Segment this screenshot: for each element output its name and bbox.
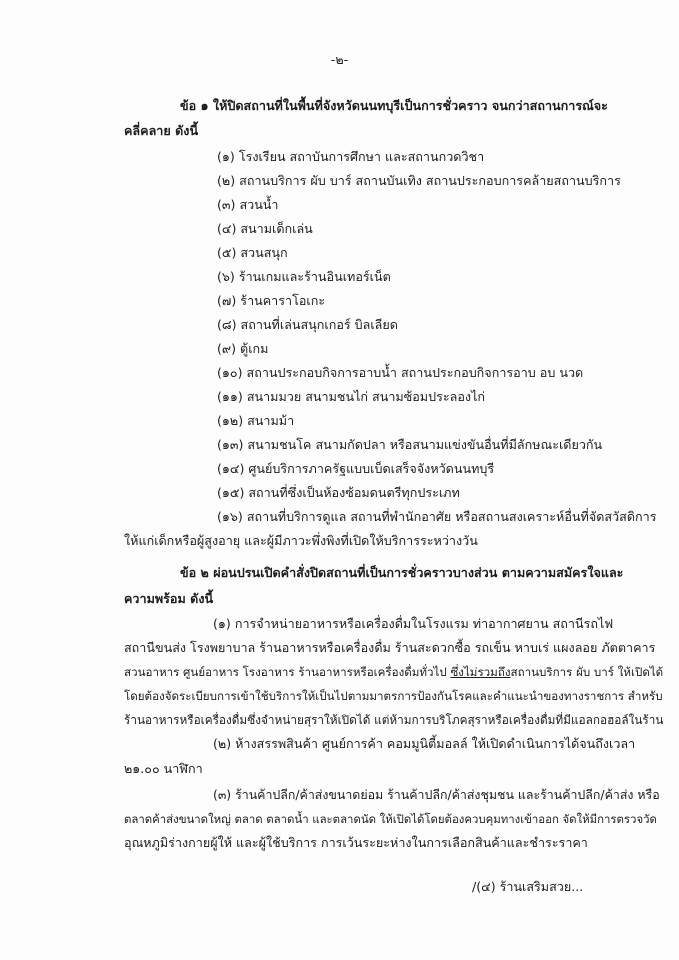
continuation-note: /(๔) ร้านเสริมสวย... (472, 879, 584, 894)
clause1-item: (๔) สนามเด็กเล่น (217, 221, 313, 236)
clause2-para3-line3: อุณหภูมิร่างกายผู้ให้ และผู้ใช้บริการ การเว้นระยะห่างในการเลือกสินค้าและชำระราคา (124, 835, 588, 850)
clause2-para1-line3-after: สถานบริการ ผับ บาร์ ให้เปิดได้ (510, 665, 664, 679)
clause2-para1-line3-underlined: ซึ่งไม่รวมถึง (450, 665, 511, 679)
clause1-item: (๙) ตู้เกม (217, 341, 269, 356)
clause1-item16-continuation: ให้แก่เด็กหรือผู้สูงอายุ และผู้มีภาวะพึ่งพิงที่เปิดให้บริการระหว่างวัน (124, 533, 478, 548)
clause2-para1-line1: (๑) การจำหน่ายอาหารหรือเครื่องดื่มในโรงแรม ท่าอากาศยาน สถานีรถไฟ (213, 616, 614, 631)
clause1-heading-line1: ข้อ ๑ ให้ปิดสถานที่ในพื้นที่จังหวัดนนทบุรีเป็นการชั่วคราว จนกว่าสถานการณ์จะ (180, 98, 608, 113)
clause1-item: (๓) สวนน้ำ (217, 197, 279, 212)
clause2-para3-line2: ตลาดค้าส่งขนาดใหญ่ ตลาด ตลาดน้ำ และตลาดนัด ให้เปิดได้โดยต้องควบคุมทางเข้าออก จัดให้มีการตรวจวัด (124, 812, 657, 826)
page-number: -๒- (330, 52, 349, 67)
clause2-para3-line1: (๓) ร้านค้าปลีก/ค้าส่งขนาดย่อม ร้านค้าปลีก/ค้าส่งชุมชน และร้านค้าปลีก/ค้าส่ง หรือ (213, 787, 660, 802)
clause1-item: (๑๑) สนามมวย สนามชนไก่ สนามซ้อมประลองไก่ (217, 389, 486, 404)
clause2-heading-line1: ข้อ ๒ ผ่อนปรนเปิดคำสั่งปิดสถานที่เป็นการชั่วคราวบางส่วน ตามความสมัครใจและ (180, 565, 624, 580)
clause2-para1-line3-before: สวนอาหาร ศูนย์อาหาร โรงอาหาร ร้านอาหารหรือเครื่องดื่มทั่วไป (124, 665, 451, 679)
clause1-item: (๑๒) สนามม้า (217, 413, 295, 428)
clause1-item: (๑๐) สถานประกอบกิจการอาบน้ำ สถานประกอบกิจการอาบ อบ นวด (217, 365, 584, 380)
clause2-para1-line5: ร้านอาหารหรือเครื่องดื่มซึ่งจำหน่ายสุราให้เปิดได้ แต่ห้ามการบริโภคสุราหรือเครื่องดื่มที่มีแอลกอฮอล์ในร้าน (124, 713, 664, 727)
clause2-para1-line4: โดยต้องจัดระเบียบการเข้าใช้บริการให้เป็นไปตามมาตรการป้องกันโรคและคำแนะนำของทางราชการ สำหรับ (124, 689, 663, 703)
clause1-item: (๖) ร้านเกมและร้านอินเทอร์เน็ต (217, 269, 391, 284)
clause1-item: (๑๔) ศูนย์บริการภาครัฐแบบเบ็ดเสร็จจังหวัดนนทบุรี (217, 461, 495, 476)
clause1-item: (๗) ร้านคาราโอเกะ (217, 293, 326, 308)
clause2-heading-line2: ความพร้อม ดังนี้ (124, 591, 214, 606)
clause2-para2-line2: ๒๑.๐๐ นาฬิกา (124, 761, 203, 776)
clause1-heading-line2: คลี่คลาย ดังนี้ (124, 123, 199, 138)
clause1-item: (๒) สถานบริการ ผับ บาร์ สถานบันเทิง สถานประกอบการคล้ายสถานบริการ (217, 173, 621, 188)
clause1-item: (๑) โรงเรียน สถาบันการศึกษา และสถานกวดวิชา (217, 149, 485, 164)
clause2-para1-line3 (124, 663, 663, 681)
clause2-para1-line2: สถานีขนส่ง โรงพยาบาล ร้านอาหารหรือเครื่องดื่ม ร้านสะดวกซื้อ รถเข็น หาบเร่ แผงลอย ภัตตาคาร (124, 640, 656, 655)
clause1-item: (๘) สถานที่เล่นสนุกเกอร์ บิลเลียด (217, 317, 398, 332)
clause2-para2-line1: (๒) ห้างสรรพสินค้า ศูนย์การค้า คอมมูนิตี้มอลล์ ให้เปิดดำเนินการได้จนถึงเวลา (213, 736, 636, 751)
clause1-item: (๑๖) สถานที่บริการดูแล สถานที่พำนักอาศัย หรือสถานสงเคราะห์อื่นที่จัดสวัสดิการ (217, 509, 657, 524)
clause1-item: (๑๕) สถานที่ซึ่งเป็นห้องซ้อมดนตรีทุกประเภท (217, 485, 460, 500)
clause1-item: (๕) สวนสนุก (217, 245, 288, 260)
clause1-item: (๑๓) สนามชนโค สนามกัดปลา หรือสนามแข่งขันอื่นที่มีลักษณะเดียวกัน (217, 437, 603, 452)
